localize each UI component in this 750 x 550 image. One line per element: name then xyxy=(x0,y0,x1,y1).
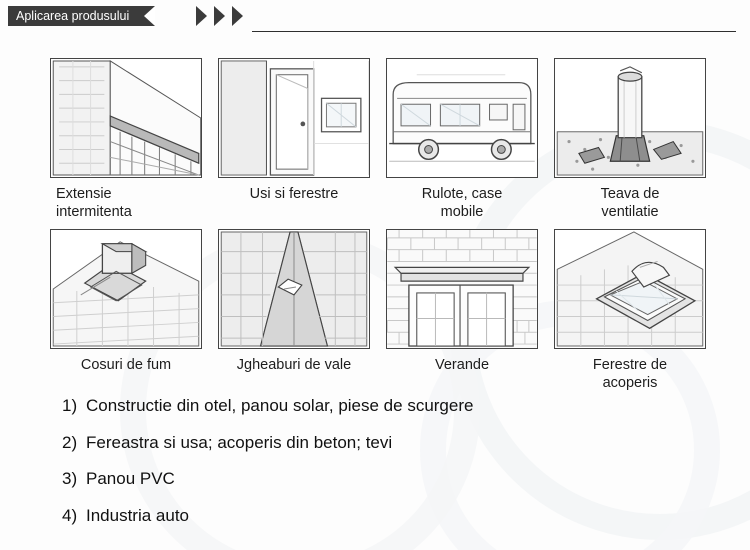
illustration-card xyxy=(386,229,538,349)
skylight-icon xyxy=(555,230,705,348)
application-cell xyxy=(218,229,370,392)
list-item-number: 4) xyxy=(62,505,78,525)
page-header xyxy=(0,6,750,34)
card-caption: Teava de ventilatie xyxy=(600,186,660,221)
card-caption: Cosuri de fum xyxy=(80,357,172,374)
list-item xyxy=(62,433,730,453)
veranda-icon xyxy=(387,230,537,348)
chevron-right-icon xyxy=(196,6,207,26)
application-cell xyxy=(386,58,538,221)
list-item xyxy=(62,396,730,416)
card-caption: Ferestre de acoperis xyxy=(592,357,668,392)
list-item xyxy=(62,506,730,526)
chevron-right-icon xyxy=(214,6,225,26)
application-grid xyxy=(50,58,710,393)
card-caption: Jgheaburi de vale xyxy=(236,357,352,374)
door-window-icon xyxy=(219,59,369,177)
application-cell xyxy=(218,58,370,221)
roof-extension-icon xyxy=(51,59,201,177)
application-cell xyxy=(50,58,202,221)
illustration-card xyxy=(218,229,370,349)
list-item xyxy=(62,469,730,489)
list-item-number: 2) xyxy=(62,432,78,452)
application-cell xyxy=(50,229,202,392)
illustration-card xyxy=(50,58,202,178)
section-title-tag: Aplicarea produsului xyxy=(8,6,155,26)
application-cell xyxy=(386,229,538,392)
valley-gutter-icon xyxy=(219,230,369,348)
chevron-right-icon xyxy=(232,6,243,26)
caravan-icon xyxy=(387,59,537,177)
card-caption: Rulote, case mobile xyxy=(421,186,503,221)
list-item-text: Constructie din otel, panou solar, piese de scurgere xyxy=(86,396,474,415)
list-item-text: Panou PVC xyxy=(86,469,175,489)
application-cell xyxy=(554,58,706,221)
application-row xyxy=(50,229,710,392)
list-item-number: 1) xyxy=(62,396,78,415)
application-row xyxy=(50,58,710,221)
application-list xyxy=(62,396,730,542)
illustration-card xyxy=(386,58,538,178)
list-item-number: 3) xyxy=(62,469,78,489)
header-divider xyxy=(252,31,736,32)
vent-pipe-icon xyxy=(555,59,705,177)
card-caption: Verande xyxy=(434,357,490,374)
card-caption: Usi si ferestre xyxy=(249,186,339,202)
application-cell xyxy=(554,229,706,392)
card-caption: Extensie intermitenta xyxy=(56,186,132,221)
illustration-card xyxy=(218,58,370,178)
list-item-text: Fereastra si usa; acoperis din beton; tevi xyxy=(86,432,393,452)
illustration-card xyxy=(50,229,202,349)
list-item-text: Industria auto xyxy=(86,505,190,525)
illustration-card xyxy=(554,58,706,178)
chimney-icon xyxy=(51,230,201,348)
illustration-card xyxy=(554,229,706,349)
